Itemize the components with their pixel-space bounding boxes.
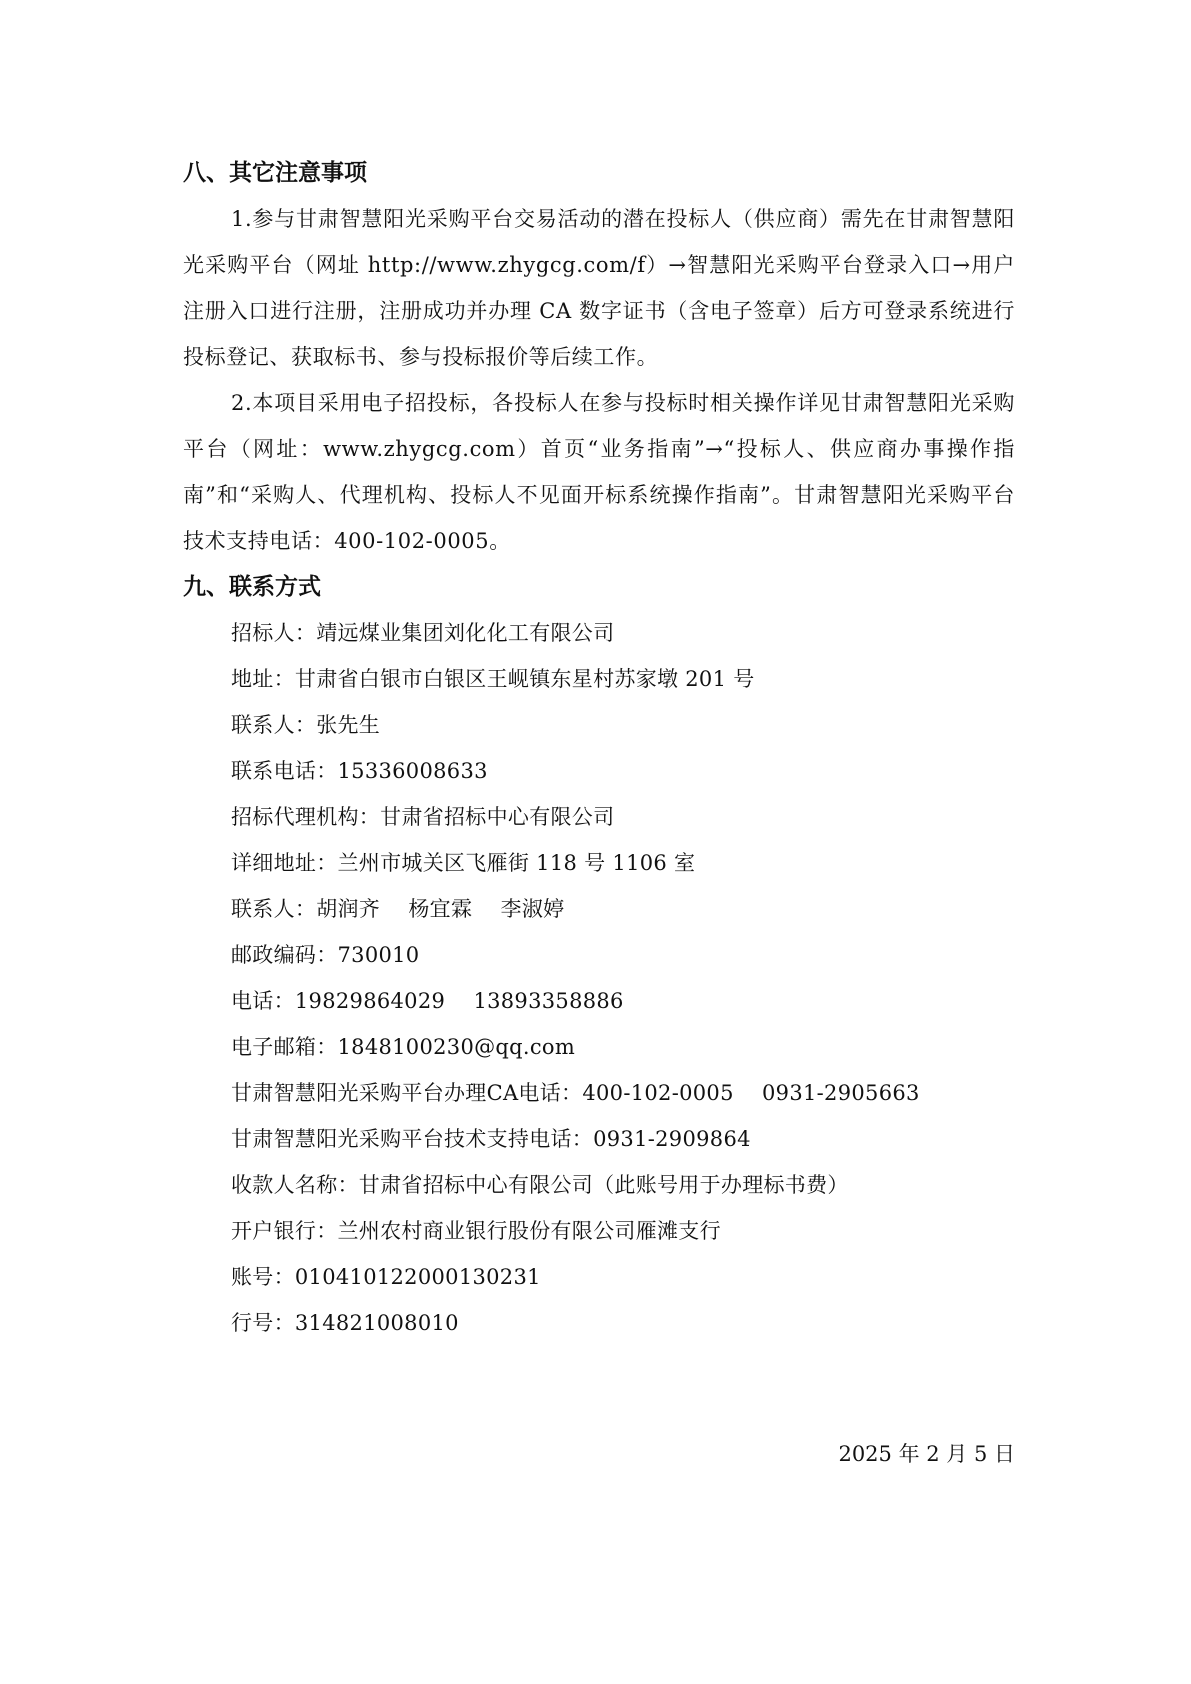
contact-agency: 招标代理机构：甘肃省招标中心有限公司 [231, 805, 615, 829]
contact-bank-code: 行号：314821008010 [231, 1311, 459, 1335]
section-9-title: 九、联系方式 [183, 574, 321, 600]
contact-postcode: 邮政编码：730010 [231, 943, 420, 967]
section-8-paragraph-1: 1.参与甘肃智慧阳光采购平台交易活动的潜在投标人（供应商）需先在甘肃智慧阳光采购平台（网址 http://www.zhygcg.com/f）→智慧阳光采购平台登录入口→用户注册入口进行注册，注册成功并办理 CA 数字证书（含电子签章）后方可登录系统进行投标登记、获取标书、参与投标报价等后续工作。 [183, 207, 1015, 369]
contact-list [183, 610, 1015, 1346]
document-body [183, 150, 1015, 1346]
section-8-paragraph-2: 2.本项目采用电子招投标，各投标人在参与投标时相关操作详见甘肃智慧阳光采购平台（网址：www.zhygcg.com）首页“业务指南”→“投标人、供应商办事操作指南”和“采购人、代理机构、投标人不见面开标系统操作指南”。甘肃智慧阳光采购平台技术支持电话：400-102-0005。 [183, 391, 1015, 553]
contact-account: 账号：010410122000130231 [231, 1265, 541, 1289]
contact-payee: 收款人名称：甘肃省招标中心有限公司（此账号用于办理标书费） [231, 1173, 849, 1197]
contact-ca-phone: 甘肃智慧阳光采购平台办理CA电话：400-102-0005 0931-2905663 [231, 1081, 920, 1105]
contact-agency-persons: 联系人：胡润齐 杨宜霖 李淑婷 [231, 897, 565, 921]
contact-support-phone: 甘肃智慧阳光采购平台技术支持电话：0931-2909864 [231, 1127, 751, 1151]
contact-tenderer: 招标人：靖远煤业集团刘化化工有限公司 [231, 621, 615, 645]
contact-agency-address: 详细地址：兰州市城关区飞雁街 118 号 1106 室 [231, 851, 696, 875]
contact-phone: 联系电话：15336008633 [231, 759, 488, 783]
contact-person: 联系人：张先生 [231, 713, 381, 737]
contact-agency-phones: 电话：19829864029 13893358886 [231, 989, 624, 1013]
contact-bank: 开户银行：兰州农村商业银行股份有限公司雁滩支行 [231, 1219, 721, 1243]
section-8-title: 八、其它注意事项 [183, 160, 367, 186]
contact-address: 地址：甘肃省白银市白银区王岘镇东星村苏家墩 201 号 [231, 667, 755, 691]
contact-email: 电子邮箱：1848100230@qq.com [231, 1035, 576, 1059]
document-date: 2025 年 2 月 5 日 [838, 1442, 1015, 1466]
